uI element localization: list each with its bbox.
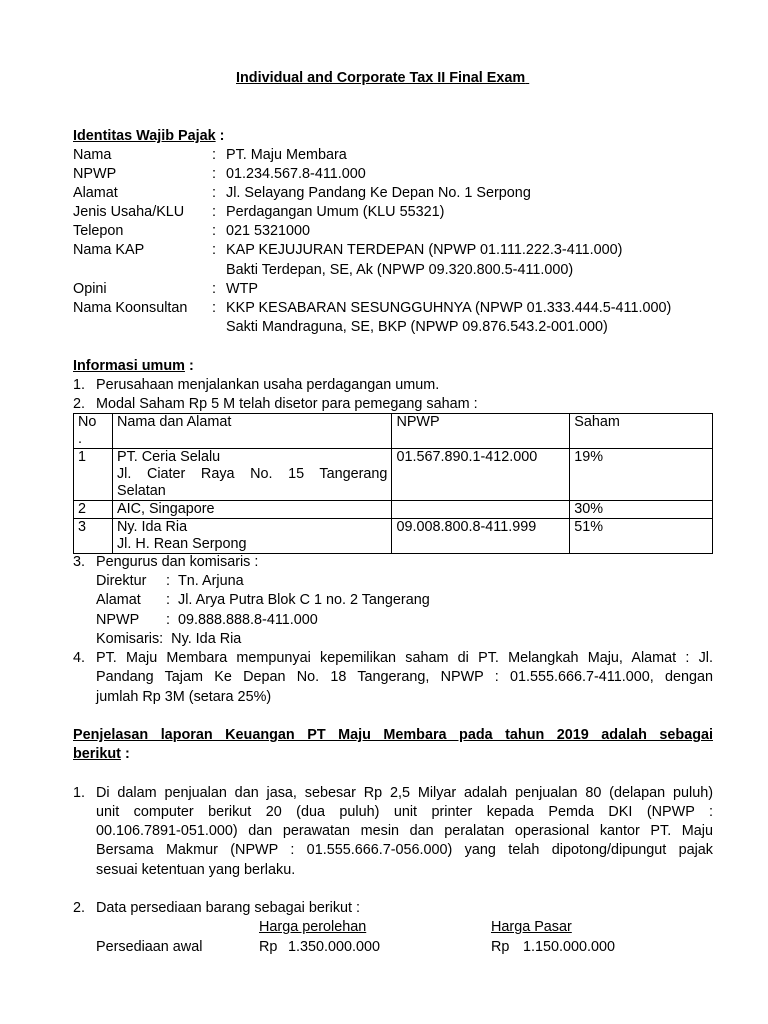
cell-no: 3	[74, 519, 113, 554]
identitas-label-jenis-usaha: Jenis Usaha/KLU	[73, 204, 185, 220]
penjelasan-heading-line-1: Penjelasan laporan Keuangan PT Maju Membara pada tahun 2019 adalah sebagai	[73, 727, 713, 743]
informasi-item-2: Modal Saham Rp 5 M telah disetor para pemegang saham :	[96, 396, 478, 412]
identitas-heading: Identitas Wajib Pajak :	[73, 128, 225, 144]
identitas-value-nama-kap: KAP KEJUJURAN TERDEPAN (NPWP 01.111.222.3-411.000)	[226, 242, 623, 258]
identitas-label-telepon: Telepon	[73, 223, 124, 239]
informasi-item-4-line-3: jumlah Rp 3M (setara 25%)	[96, 689, 272, 705]
identitas-label-opini: Opini	[73, 281, 107, 297]
pengurus-value-alamat: Jl. Arya Putra Blok C 1 no. 2 Tangerang	[178, 592, 430, 608]
cell-npwp	[392, 501, 570, 519]
shareholder-table	[73, 413, 713, 554]
pengurus-value-direktur: Tn. Arjuna	[178, 573, 244, 589]
penjelasan-item-1-line-2: unit computer berikut 20 (dua puluh) unit printer kepada Pemda DKI (NPWP :	[96, 804, 713, 820]
pengurus-value-npwp: 09.888.888.8-411.000	[178, 612, 318, 628]
row-pasar-value: 1.150.000.000	[523, 939, 616, 955]
row-persediaan-awal-label: Persediaan awal	[96, 939, 203, 955]
col-harga-pasar: Harga Pasar	[491, 919, 572, 935]
identitas-label-npwp: NPWP	[73, 166, 117, 182]
cell-npwp: 09.008.800.8-411.999	[392, 519, 570, 554]
table-header-row	[74, 414, 713, 449]
informasi-heading: Informasi umum :	[73, 358, 194, 374]
penjelasan-item-1-line-3: 00.106.7891-051.000) dan perawatan mesin dan peralatan operasional kantor PT. Maju	[96, 823, 713, 839]
header-npwp: NPWP	[392, 414, 570, 449]
identitas-value-jenis-usaha: Perdagangan Umum (KLU 55321)	[226, 204, 445, 220]
penjelasan-item-1-line-5: sesuai ketentuan yang berlaku.	[96, 862, 296, 878]
penjelasan-item-1-line-4: Bersama Makmur (NPWP : 01.555.666.7-056.000) yang telah dipotong/dipungut pajak	[96, 842, 713, 858]
pengurus-label-alamat: Alamat	[96, 592, 141, 608]
pengurus-komisaris: Komisaris: Ny. Ida Ria	[96, 631, 242, 647]
header-saham: Saham	[570, 414, 713, 449]
cell-nama-alamat: Ny. Ida Ria Jl. H. Rean Serpong	[112, 519, 391, 554]
col-harga-perolehan: Harga perolehan	[259, 919, 367, 935]
identitas-value-konsultan: KKP KESABARAN SESUNGGUHNYA (NPWP 01.333.444.5-411.000)	[226, 300, 672, 316]
page-title: Individual and Corporate Tax II Final Exam	[236, 70, 526, 86]
identitas-label-nama-kap: Nama KAP	[73, 242, 145, 258]
table-row	[74, 449, 713, 501]
pengurus-label-direktur: Direktur	[96, 573, 147, 589]
header-no: No .	[74, 414, 113, 449]
identitas-value-opini: WTP	[226, 281, 258, 297]
cell-saham: 19%	[570, 449, 713, 501]
informasi-item-3: Pengurus dan komisaris :	[96, 554, 259, 570]
informasi-item-4-line-1: PT. Maju Membara mempunyai kepemilikan saham di PT. Melangkah Maju, Alamat : Jl.	[96, 650, 713, 666]
cell-nama-alamat: AIC, Singapore	[112, 501, 391, 519]
penjelasan-heading-line-2: berikut :	[73, 746, 130, 762]
table-row	[74, 519, 713, 554]
identitas-value-nama-kap-2: Bakti Terdepan, SE, Ak (NPWP 09.320.800.5-411.000)	[226, 262, 574, 278]
cell-npwp: 01.567.890.1-412.000	[392, 449, 570, 501]
identitas-value-telepon: 021 5321000	[226, 223, 311, 239]
cell-saham: 30%	[570, 501, 713, 519]
informasi-item-4-line-2: Pandang Tajam Ke Depan No. 18 Tangerang, NPWP : 01.555.666.7-411.000, dengan	[96, 669, 713, 685]
identitas-label-nama: Nama	[73, 147, 112, 163]
table-row	[74, 501, 713, 519]
identitas-value-nama: PT. Maju Membara	[226, 147, 347, 163]
row-perolehan-currency: Rp	[259, 939, 278, 955]
identitas-value-konsultan-2: Sakti Mandraguna, SE, BKP (NPWP 09.876.543.2-001.000)	[226, 319, 608, 335]
identitas-label-konsultan: Nama Koonsultan	[73, 300, 188, 316]
pengurus-label-npwp: NPWP	[96, 612, 140, 628]
cell-no: 2	[74, 501, 113, 519]
header-nama-alamat: Nama dan Alamat	[112, 414, 391, 449]
penjelasan-item-1-line-1: Di dalam penjualan dan jasa, sebesar Rp 2,5 Milyar adalah penjualan 80 (delapan puluh)	[96, 785, 713, 801]
identitas-value-npwp: 01.234.567.8-411.000	[226, 166, 366, 182]
identitas-label-alamat: Alamat	[73, 185, 118, 201]
penjelasan-item-2: Data persediaan barang sebagai berikut :	[96, 900, 361, 916]
cell-saham: 51%	[570, 519, 713, 554]
cell-no: 1	[74, 449, 113, 501]
row-pasar-currency: Rp	[491, 939, 510, 955]
informasi-item-1: Perusahaan menjalankan usaha perdagangan umum.	[96, 377, 440, 393]
cell-nama-alamat: PT. Ceria Selalu Jl. Ciater Raya No. 15 Tangerang Selatan	[112, 449, 391, 501]
row-perolehan-value: 1.350.000.000	[288, 939, 381, 955]
identitas-value-alamat: Jl. Selayang Pandang Ke Depan No. 1 Serpong	[226, 185, 531, 201]
